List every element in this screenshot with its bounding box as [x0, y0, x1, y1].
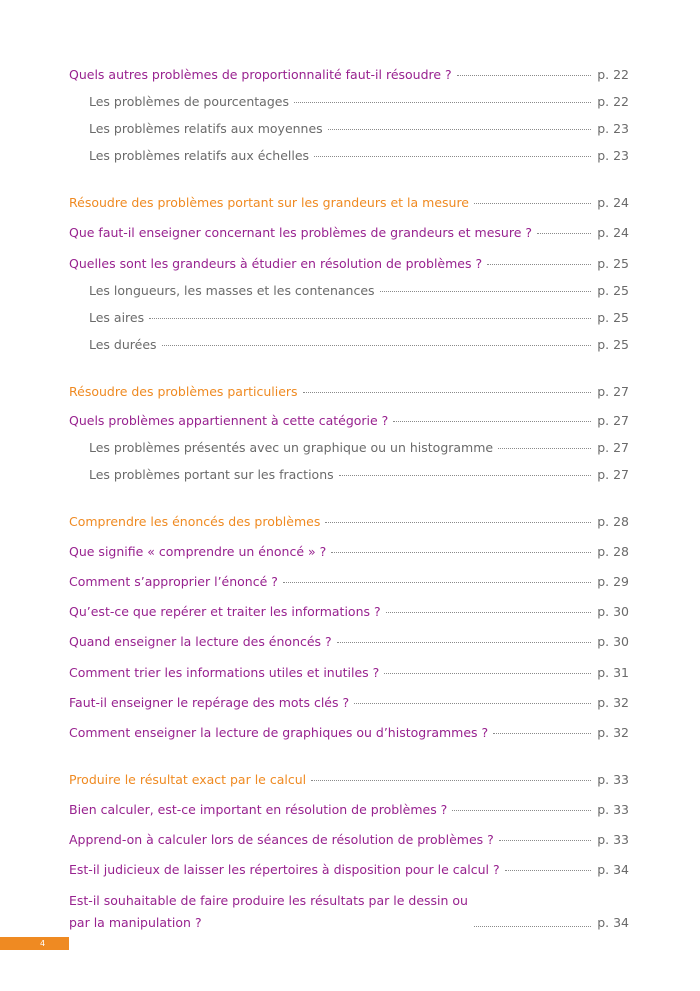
dot-leader — [162, 345, 592, 346]
toc-entry-page: p. 23 — [597, 148, 629, 163]
toc-entry-page: p. 30 — [597, 604, 629, 619]
toc-entry-page: p. 25 — [597, 337, 629, 352]
toc-entry-title: Résoudre des problèmes particuliers — [69, 384, 298, 399]
toc-entry[interactable] — [69, 665, 629, 681]
toc-entry[interactable] — [89, 440, 629, 456]
toc-entry-title: Les problèmes relatifs aux échelles — [89, 148, 310, 163]
dot-leader — [452, 810, 591, 811]
toc-entry-page: p. 34 — [597, 862, 629, 877]
toc-entry-page: p. 34 — [597, 915, 629, 930]
toc-entry-page: p. 22 — [597, 94, 629, 109]
toc-entry-title: Résoudre des problèmes portant sur les grandeurs et la mesure — [69, 195, 469, 210]
toc-entry[interactable] — [69, 695, 629, 711]
toc-entry-page: p. 24 — [597, 195, 629, 210]
dot-leader — [149, 318, 591, 319]
dot-leader — [354, 703, 591, 704]
dot-leader — [393, 421, 591, 422]
toc-entry-title: Comment trier les informations utiles et inutiles ? — [69, 665, 380, 680]
dot-leader — [337, 642, 592, 643]
toc-entry-page: p. 25 — [597, 310, 629, 325]
toc-entry-title: Les aires — [89, 310, 145, 325]
toc-entry-page: p. 25 — [597, 256, 629, 271]
toc-entry[interactable] — [89, 148, 629, 164]
dot-leader — [537, 233, 591, 234]
toc-section[interactable] — [69, 195, 629, 211]
dot-leader — [314, 156, 591, 157]
toc-entry[interactable] — [89, 283, 629, 299]
dot-leader — [283, 582, 591, 583]
toc-entry[interactable] — [69, 256, 629, 272]
toc-entry-title: Les durées — [89, 337, 157, 352]
toc-entry[interactable] — [69, 634, 629, 650]
dot-leader — [386, 612, 592, 613]
toc-entry-page: p. 32 — [597, 695, 629, 710]
footer-page-bar — [0, 937, 69, 950]
dot-leader — [384, 673, 591, 674]
toc-entry[interactable] — [69, 413, 629, 429]
toc-entry-page: p. 28 — [597, 514, 629, 529]
toc-entry[interactable] — [69, 544, 629, 560]
toc-entry-page: p. 29 — [597, 574, 629, 589]
toc-entry-page: p. 33 — [597, 832, 629, 847]
toc-entry[interactable] — [69, 225, 629, 241]
dot-leader — [294, 102, 591, 103]
toc-entry-title: Est-il judicieux de laisser les répertoires à disposition pour le calcul ? — [69, 862, 500, 877]
toc-entry-title: Apprend-on à calculer lors de séances de résolution de problèmes ? — [69, 832, 494, 847]
toc-entry-title: Les problèmes de pourcentages — [89, 94, 289, 109]
toc-entry-title: Quelles sont les grandeurs à étudier en résolution de problèmes ? — [69, 256, 483, 271]
toc-entry-title: Quand enseigner la lecture des énoncés ? — [69, 634, 332, 649]
dot-leader — [493, 733, 591, 734]
dot-leader — [303, 392, 592, 393]
toc-entry-page: p. 25 — [597, 283, 629, 298]
toc-entry-page: p. 31 — [597, 665, 629, 680]
dot-leader — [331, 552, 591, 553]
toc-entry-page: p. 22 — [597, 67, 629, 82]
dot-leader — [505, 870, 592, 871]
toc-entry-title: Les problèmes portant sur les fractions — [89, 467, 334, 482]
toc-entry-title: Qu’est-ce que repérer et traiter les informations ? — [69, 604, 381, 619]
toc-entry-page: p. 33 — [597, 772, 629, 787]
toc-entry[interactable] — [69, 725, 629, 741]
dot-leader — [499, 840, 591, 841]
dot-leader — [380, 291, 592, 292]
toc-entry[interactable] — [69, 574, 629, 590]
toc-entry[interactable] — [89, 310, 629, 326]
toc-entry-page: p. 23 — [597, 121, 629, 136]
toc-entry-title: Bien calculer, est-ce important en résolution de problèmes ? — [69, 802, 448, 817]
toc-section[interactable] — [69, 384, 629, 400]
dot-leader — [311, 780, 591, 781]
toc-entry[interactable] — [89, 467, 629, 483]
toc-entry[interactable] — [69, 832, 629, 848]
toc-entry-title: Comprendre les énoncés des problèmes — [69, 514, 321, 529]
toc-entry-title: Les problèmes relatifs aux moyennes — [89, 121, 323, 136]
toc-entry[interactable] — [89, 337, 629, 353]
toc-entry-page: p. 30 — [597, 634, 629, 649]
toc-entry-page: p. 24 — [597, 225, 629, 240]
toc-entry[interactable] — [89, 121, 629, 137]
toc-entry-title: Est-il souhaitable de faire produire les résultats par le dessin ou par la manipulation ? — [69, 893, 468, 930]
footer-page-number: 4 — [40, 939, 46, 948]
dot-leader — [328, 129, 592, 130]
dot-leader — [457, 75, 592, 76]
toc-entry-page: p. 27 — [597, 384, 629, 399]
toc-entry-page: p. 27 — [597, 440, 629, 455]
toc-entry-page: p. 27 — [597, 467, 629, 482]
toc-entry-title: Les longueurs, les masses et les contenances — [89, 283, 375, 298]
dot-leader — [325, 522, 591, 523]
dot-leader — [474, 203, 591, 204]
toc-entry-page: p. 27 — [597, 413, 629, 428]
toc-entry-title: Les problèmes présentés avec un graphique ou un histogramme — [89, 440, 494, 455]
toc-entry-title: Que signifie « comprendre un énoncé » ? — [69, 544, 327, 559]
toc-entry[interactable] — [69, 67, 629, 83]
toc-entry-title: Comment s’approprier l’énoncé ? — [69, 574, 278, 589]
toc-section[interactable] — [69, 772, 629, 788]
toc-entry-page: p. 28 — [597, 544, 629, 559]
toc-entry-title: Produire le résultat exact par le calcul — [69, 772, 307, 787]
toc-entry-title: Quels problèmes appartiennent à cette catégorie ? — [69, 413, 389, 428]
toc-entry-title: Que faut-il enseigner concernant les problèmes de grandeurs et mesure ? — [69, 225, 532, 240]
dot-leader — [339, 475, 592, 476]
toc-entry-page: p. 32 — [597, 725, 629, 740]
toc-entry[interactable] — [69, 890, 629, 934]
toc-entry-title: Faut-il enseigner le repérage des mots clés ? — [69, 695, 350, 710]
dot-leader — [498, 448, 591, 449]
toc-entry[interactable] — [69, 862, 629, 878]
toc-entry-title: Quels autres problèmes de proportionnalité faut-il résoudre ? — [69, 67, 452, 82]
dot-leader — [474, 926, 591, 927]
toc-entry[interactable] — [69, 604, 629, 620]
dot-leader — [487, 264, 591, 265]
toc-section[interactable] — [69, 514, 629, 530]
toc-entry[interactable] — [69, 802, 629, 818]
toc-entry-page: p. 33 — [597, 802, 629, 817]
toc-entry[interactable] — [89, 94, 629, 110]
toc-entry-title: Comment enseigner la lecture de graphiques ou d’histogrammes ? — [69, 725, 489, 740]
